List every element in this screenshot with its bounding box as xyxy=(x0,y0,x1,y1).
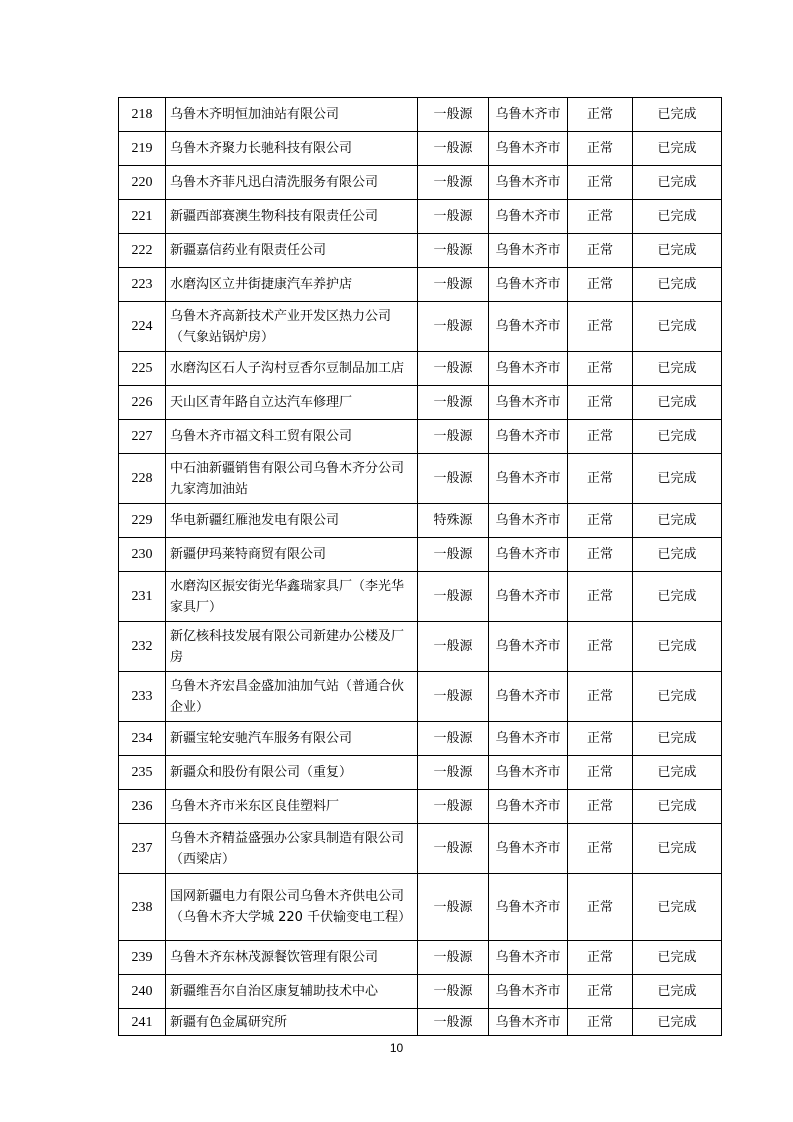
city-cell: 乌鲁木齐市 xyxy=(489,132,568,166)
source-type-cell: 一般源 xyxy=(418,234,489,268)
row-number-cell: 227 xyxy=(119,420,166,454)
company-name-cell: 新亿核科技发展有限公司新建办公楼及厂房 xyxy=(166,622,418,672)
progress-cell: 已完成 xyxy=(633,824,722,874)
row-number-cell: 230 xyxy=(119,538,166,572)
company-name-cell: 乌鲁木齐精益盛强办公家具制造有限公司（西梁店） xyxy=(166,824,418,874)
row-number-cell: 226 xyxy=(119,386,166,420)
table-row xyxy=(119,420,722,454)
city-cell: 乌鲁木齐市 xyxy=(489,722,568,756)
status-cell: 正常 xyxy=(568,98,633,132)
status-cell: 正常 xyxy=(568,352,633,386)
source-type-cell: 一般源 xyxy=(418,672,489,722)
status-cell: 正常 xyxy=(568,874,633,941)
status-cell: 正常 xyxy=(568,420,633,454)
row-number-cell: 237 xyxy=(119,824,166,874)
progress-cell: 已完成 xyxy=(633,200,722,234)
progress-cell: 已完成 xyxy=(633,1009,722,1036)
company-name-cell: 水磨沟区石人子沟村豆香尔豆制品加工店 xyxy=(166,352,418,386)
city-cell: 乌鲁木齐市 xyxy=(489,622,568,672)
table-row xyxy=(119,572,722,622)
table-row xyxy=(119,756,722,790)
progress-cell: 已完成 xyxy=(633,352,722,386)
progress-cell: 已完成 xyxy=(633,386,722,420)
progress-cell: 已完成 xyxy=(633,454,722,504)
source-type-cell: 一般源 xyxy=(418,420,489,454)
table-row xyxy=(119,538,722,572)
row-number-cell: 240 xyxy=(119,975,166,1009)
city-cell: 乌鲁木齐市 xyxy=(489,166,568,200)
progress-cell: 已完成 xyxy=(633,166,722,200)
source-type-cell: 一般源 xyxy=(418,132,489,166)
row-number-cell: 223 xyxy=(119,268,166,302)
row-number-cell: 236 xyxy=(119,790,166,824)
row-number-cell: 221 xyxy=(119,200,166,234)
table-row xyxy=(119,941,722,975)
source-type-cell: 一般源 xyxy=(418,98,489,132)
company-name-cell: 新疆嘉信药业有限责任公司 xyxy=(166,234,418,268)
company-name-cell: 乌鲁木齐明恒加油站有限公司 xyxy=(166,98,418,132)
progress-cell: 已完成 xyxy=(633,420,722,454)
status-cell: 正常 xyxy=(568,504,633,538)
company-name-cell: 新疆宝轮安驰汽车服务有限公司 xyxy=(166,722,418,756)
company-name-cell: 乌鲁木齐聚力长驰科技有限公司 xyxy=(166,132,418,166)
city-cell: 乌鲁木齐市 xyxy=(489,234,568,268)
company-name-cell: 水磨沟区振安街光华鑫瑞家具厂（李光华家具厂） xyxy=(166,572,418,622)
row-number-cell: 232 xyxy=(119,622,166,672)
city-cell: 乌鲁木齐市 xyxy=(489,268,568,302)
status-cell: 正常 xyxy=(568,572,633,622)
company-name-cell: 新疆众和股份有限公司（重复） xyxy=(166,756,418,790)
source-type-cell: 一般源 xyxy=(418,538,489,572)
source-type-cell: 一般源 xyxy=(418,572,489,622)
table-row xyxy=(119,302,722,352)
status-cell: 正常 xyxy=(568,454,633,504)
status-cell: 正常 xyxy=(568,386,633,420)
company-name-cell: 乌鲁木齐宏昌金盛加油加气站（普通合伙企业） xyxy=(166,672,418,722)
company-name-cell: 中石油新疆销售有限公司乌鲁木齐分公司九家湾加油站 xyxy=(166,454,418,504)
progress-cell: 已完成 xyxy=(633,132,722,166)
row-number-cell: 231 xyxy=(119,572,166,622)
row-number-cell: 233 xyxy=(119,672,166,722)
row-number-cell: 220 xyxy=(119,166,166,200)
progress-cell: 已完成 xyxy=(633,302,722,352)
company-name-cell: 新疆有色金属研究所 xyxy=(166,1009,418,1036)
source-type-cell: 一般源 xyxy=(418,941,489,975)
row-number-cell: 238 xyxy=(119,874,166,941)
progress-cell: 已完成 xyxy=(633,975,722,1009)
status-cell: 正常 xyxy=(568,268,633,302)
status-cell: 正常 xyxy=(568,302,633,352)
city-cell: 乌鲁木齐市 xyxy=(489,302,568,352)
table-row xyxy=(119,200,722,234)
city-cell: 乌鲁木齐市 xyxy=(489,1009,568,1036)
source-type-cell: 一般源 xyxy=(418,824,489,874)
table-row xyxy=(119,790,722,824)
row-number-cell: 239 xyxy=(119,941,166,975)
company-name-cell: 水磨沟区立井街捷康汽车养护店 xyxy=(166,268,418,302)
source-type-cell: 一般源 xyxy=(418,454,489,504)
table-row xyxy=(119,268,722,302)
source-type-cell: 一般源 xyxy=(418,268,489,302)
city-cell: 乌鲁木齐市 xyxy=(489,824,568,874)
city-cell: 乌鲁木齐市 xyxy=(489,790,568,824)
table-row xyxy=(119,98,722,132)
source-type-cell: 一般源 xyxy=(418,200,489,234)
table-row xyxy=(119,386,722,420)
source-type-cell: 一般源 xyxy=(418,790,489,824)
page-number: 10 xyxy=(389,1041,404,1055)
city-cell: 乌鲁木齐市 xyxy=(489,98,568,132)
row-number-cell: 229 xyxy=(119,504,166,538)
status-cell: 正常 xyxy=(568,538,633,572)
table-body xyxy=(119,98,722,1036)
company-name-cell: 乌鲁木齐东林茂源餐饮管理有限公司 xyxy=(166,941,418,975)
company-name-cell: 乌鲁木齐菲凡迅白清洗服务有限公司 xyxy=(166,166,418,200)
progress-cell: 已完成 xyxy=(633,572,722,622)
source-type-cell: 一般源 xyxy=(418,975,489,1009)
source-type-cell: 一般源 xyxy=(418,1009,489,1036)
row-number-cell: 234 xyxy=(119,722,166,756)
status-cell: 正常 xyxy=(568,756,633,790)
row-number-cell: 222 xyxy=(119,234,166,268)
source-type-cell: 特殊源 xyxy=(418,504,489,538)
status-cell: 正常 xyxy=(568,824,633,874)
status-cell: 正常 xyxy=(568,200,633,234)
table-row xyxy=(119,824,722,874)
table-row xyxy=(119,1009,722,1036)
table-row xyxy=(119,352,722,386)
table-row xyxy=(119,975,722,1009)
source-registry-table xyxy=(118,97,722,1036)
progress-cell: 已完成 xyxy=(633,941,722,975)
status-cell: 正常 xyxy=(568,672,633,722)
status-cell: 正常 xyxy=(568,622,633,672)
city-cell: 乌鲁木齐市 xyxy=(489,420,568,454)
city-cell: 乌鲁木齐市 xyxy=(489,572,568,622)
row-number-cell: 218 xyxy=(119,98,166,132)
city-cell: 乌鲁木齐市 xyxy=(489,504,568,538)
progress-cell: 已完成 xyxy=(633,234,722,268)
source-type-cell: 一般源 xyxy=(418,756,489,790)
table-row xyxy=(119,504,722,538)
status-cell: 正常 xyxy=(568,975,633,1009)
status-cell: 正常 xyxy=(568,132,633,166)
progress-cell: 已完成 xyxy=(633,268,722,302)
table-row xyxy=(119,132,722,166)
city-cell: 乌鲁木齐市 xyxy=(489,874,568,941)
status-cell: 正常 xyxy=(568,722,633,756)
status-cell: 正常 xyxy=(568,1009,633,1036)
city-cell: 乌鲁木齐市 xyxy=(489,352,568,386)
source-type-cell: 一般源 xyxy=(418,622,489,672)
source-type-cell: 一般源 xyxy=(418,874,489,941)
row-number-cell: 225 xyxy=(119,352,166,386)
progress-cell: 已完成 xyxy=(633,874,722,941)
row-number-cell: 228 xyxy=(119,454,166,504)
progress-cell: 已完成 xyxy=(633,504,722,538)
row-number-cell: 219 xyxy=(119,132,166,166)
company-name-cell: 华电新疆红雁池发电有限公司 xyxy=(166,504,418,538)
progress-cell: 已完成 xyxy=(633,790,722,824)
company-name-cell: 新疆维吾尔自治区康复辅助技术中心 xyxy=(166,975,418,1009)
city-cell: 乌鲁木齐市 xyxy=(489,975,568,1009)
row-number-cell: 224 xyxy=(119,302,166,352)
source-type-cell: 一般源 xyxy=(418,722,489,756)
table-row xyxy=(119,166,722,200)
company-name-cell: 乌鲁木齐市福文科工贸有限公司 xyxy=(166,420,418,454)
city-cell: 乌鲁木齐市 xyxy=(489,538,568,572)
source-type-cell: 一般源 xyxy=(418,386,489,420)
progress-cell: 已完成 xyxy=(633,672,722,722)
company-name-cell: 新疆伊玛莱特商贸有限公司 xyxy=(166,538,418,572)
city-cell: 乌鲁木齐市 xyxy=(489,756,568,790)
company-name-cell: 乌鲁木齐高新技术产业开发区热力公司（气象站锅炉房） xyxy=(166,302,418,352)
city-cell: 乌鲁木齐市 xyxy=(489,941,568,975)
table-row xyxy=(119,874,722,941)
row-number-cell: 241 xyxy=(119,1009,166,1036)
table-row xyxy=(119,722,722,756)
progress-cell: 已完成 xyxy=(633,538,722,572)
row-number-cell: 235 xyxy=(119,756,166,790)
source-type-cell: 一般源 xyxy=(418,352,489,386)
city-cell: 乌鲁木齐市 xyxy=(489,454,568,504)
status-cell: 正常 xyxy=(568,234,633,268)
progress-cell: 已完成 xyxy=(633,756,722,790)
city-cell: 乌鲁木齐市 xyxy=(489,672,568,722)
status-cell: 正常 xyxy=(568,941,633,975)
progress-cell: 已完成 xyxy=(633,98,722,132)
company-name-cell: 天山区青年路自立达汽车修理厂 xyxy=(166,386,418,420)
table-row xyxy=(119,622,722,672)
table-row xyxy=(119,454,722,504)
table-row xyxy=(119,672,722,722)
company-name-cell: 新疆西部赛澳生物科技有限责任公司 xyxy=(166,200,418,234)
company-name-cell: 乌鲁木齐市米东区良佳塑料厂 xyxy=(166,790,418,824)
city-cell: 乌鲁木齐市 xyxy=(489,200,568,234)
source-type-cell: 一般源 xyxy=(418,166,489,200)
source-type-cell: 一般源 xyxy=(418,302,489,352)
status-cell: 正常 xyxy=(568,790,633,824)
city-cell: 乌鲁木齐市 xyxy=(489,386,568,420)
company-name-cell: 国网新疆电力有限公司乌鲁木齐供电公司（乌鲁木齐大学城 220 千伏输变电工程） xyxy=(166,874,418,941)
table-row xyxy=(119,234,722,268)
progress-cell: 已完成 xyxy=(633,622,722,672)
progress-cell: 已完成 xyxy=(633,722,722,756)
status-cell: 正常 xyxy=(568,166,633,200)
